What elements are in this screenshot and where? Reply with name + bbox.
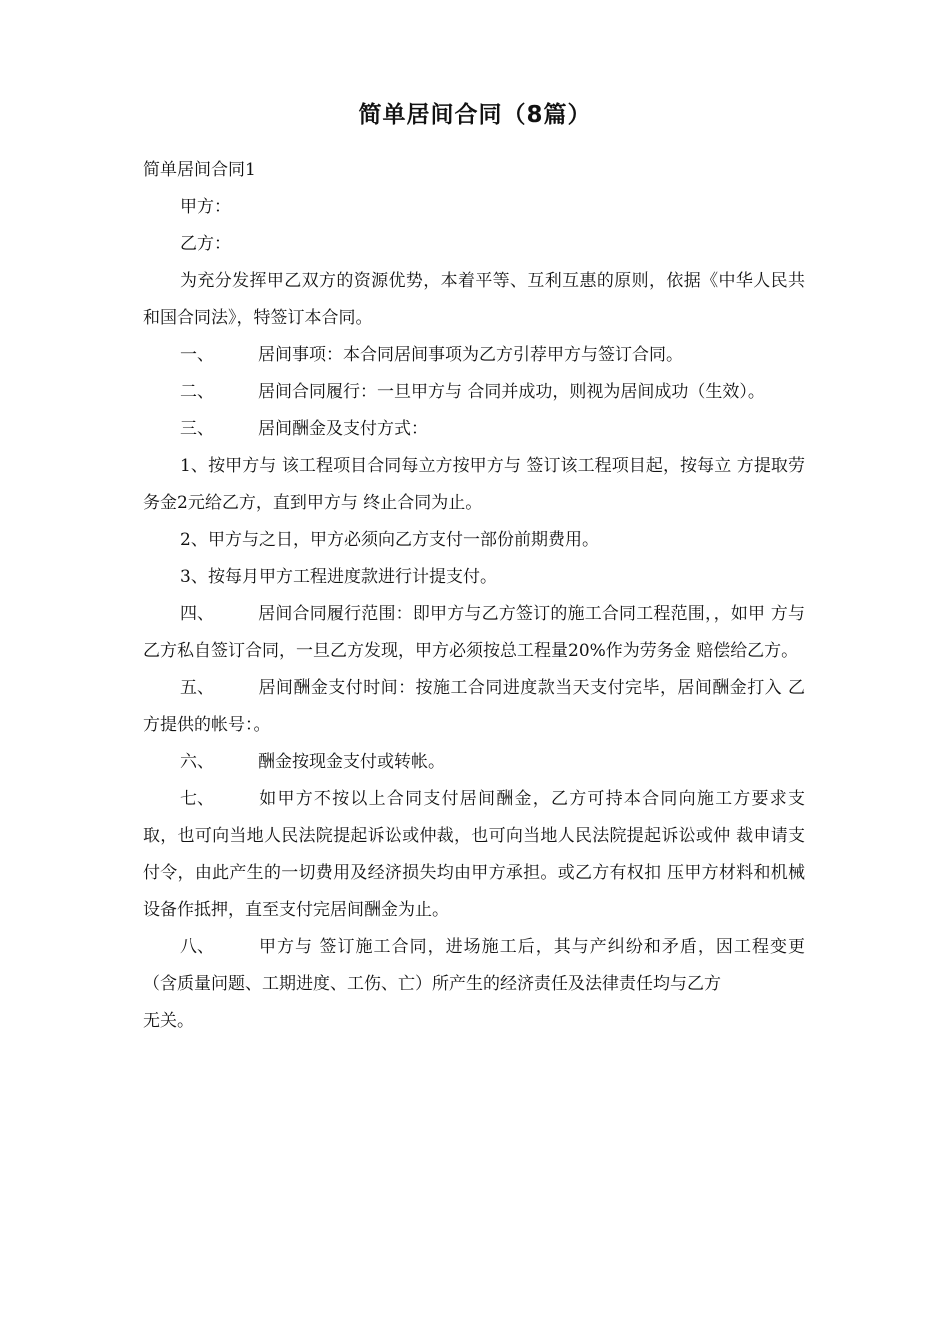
clause-item bbox=[143, 411, 805, 448]
clause-text: 酬金按现金支付或转帐。 bbox=[258, 752, 445, 772]
clause-text: 甲方与 签订施工合同，进场施工后，其与产纠纷和矛盾，因工程变更 （含质量问题、工期进度、工伤、亡）所产生的经济责任及法律责任均与乙方 bbox=[143, 937, 805, 994]
sub-items-list bbox=[143, 448, 805, 596]
clause-item bbox=[143, 374, 805, 411]
sub-item-number: 3、 bbox=[180, 567, 208, 587]
clause-number: 八、 bbox=[180, 937, 214, 957]
clause-number: 三、 bbox=[180, 419, 214, 439]
clause-item bbox=[143, 670, 805, 744]
clause-item bbox=[143, 744, 805, 781]
party-b-line: 乙方： bbox=[180, 234, 231, 254]
clause-text: 居间合同履行范围：即甲方与乙方签订的施工合同工程范围，，如甲 方与乙方私自签订合同，一旦乙方发现，甲方必须按总工程量20%作为劳务金 赔偿给乙方。 bbox=[143, 604, 805, 661]
clause-text: 居间事项：本合同居间事项为乙方引荐甲方与签订合同。 bbox=[258, 345, 683, 365]
clause-number: 二、 bbox=[180, 382, 214, 402]
sub-item-text: 甲方与之日，甲方必须向乙方支付一部份前期费用。 bbox=[208, 530, 599, 550]
sub-item bbox=[143, 522, 805, 559]
document-title: 简单居间合同（8篇） bbox=[358, 102, 592, 128]
sub-item-text: 按每月甲方工程进度款进行计提支付。 bbox=[208, 567, 497, 587]
clause-item bbox=[143, 929, 805, 1003]
document-body bbox=[143, 152, 805, 1040]
clause-item bbox=[143, 337, 805, 374]
clause-number: 六、 bbox=[180, 752, 214, 772]
sub-item-number: 1、 bbox=[180, 456, 208, 476]
clause-text: 居间酬金支付时间：按施工合同进度款当天支付完毕，居间酬金打入 乙方提供的帐号：。 bbox=[143, 678, 805, 735]
sub-item-number: 2、 bbox=[180, 530, 208, 550]
clause-number: 七、 bbox=[180, 789, 214, 809]
sub-item bbox=[143, 559, 805, 596]
clause-number: 一、 bbox=[180, 345, 214, 365]
party-a-line: 甲方： bbox=[180, 197, 231, 217]
clause-text: 居间酬金及支付方式： bbox=[258, 419, 428, 439]
clause-number: 四、 bbox=[180, 604, 214, 624]
clause-text: 居间合同履行：一旦甲方与 合同并成功，则视为居间成功（生效）。 bbox=[258, 382, 765, 402]
clause-item bbox=[143, 596, 805, 670]
document-subtitle: 简单居间合同1 bbox=[143, 160, 256, 180]
clause-item bbox=[143, 781, 805, 929]
clauses-list bbox=[143, 337, 805, 448]
clauses-more-list bbox=[143, 596, 805, 1003]
clause-text: 如甲方不按以上合同支付居间酬金，乙方可持本合同向施工方要求支 取，也可向当地人民法院提起诉讼或仲裁，也可向当地人民法院提起诉讼或仲 裁申请支付令，由此产生的一切费用及经济损失均由甲方承担。或乙方有权扣 压甲方材料和机械设备作抵押，直至支付完居间酬金为止。 bbox=[143, 789, 805, 920]
sub-item-text: 按甲方与 该工程项目合同每立方按甲方与 签订该工程项目起，按每立 方提取劳务金2元给乙方，直到甲方与 终止合同为止。 bbox=[143, 456, 805, 513]
clause-number: 五、 bbox=[180, 678, 214, 698]
sub-item bbox=[143, 448, 805, 522]
ending-line: 无关。 bbox=[143, 1011, 194, 1031]
intro-paragraph: 为充分发挥甲乙双方的资源优势，本着平等、互利互惠的原则，依据《中华人民共和国合同法》，特签订本合同。 bbox=[143, 271, 805, 328]
